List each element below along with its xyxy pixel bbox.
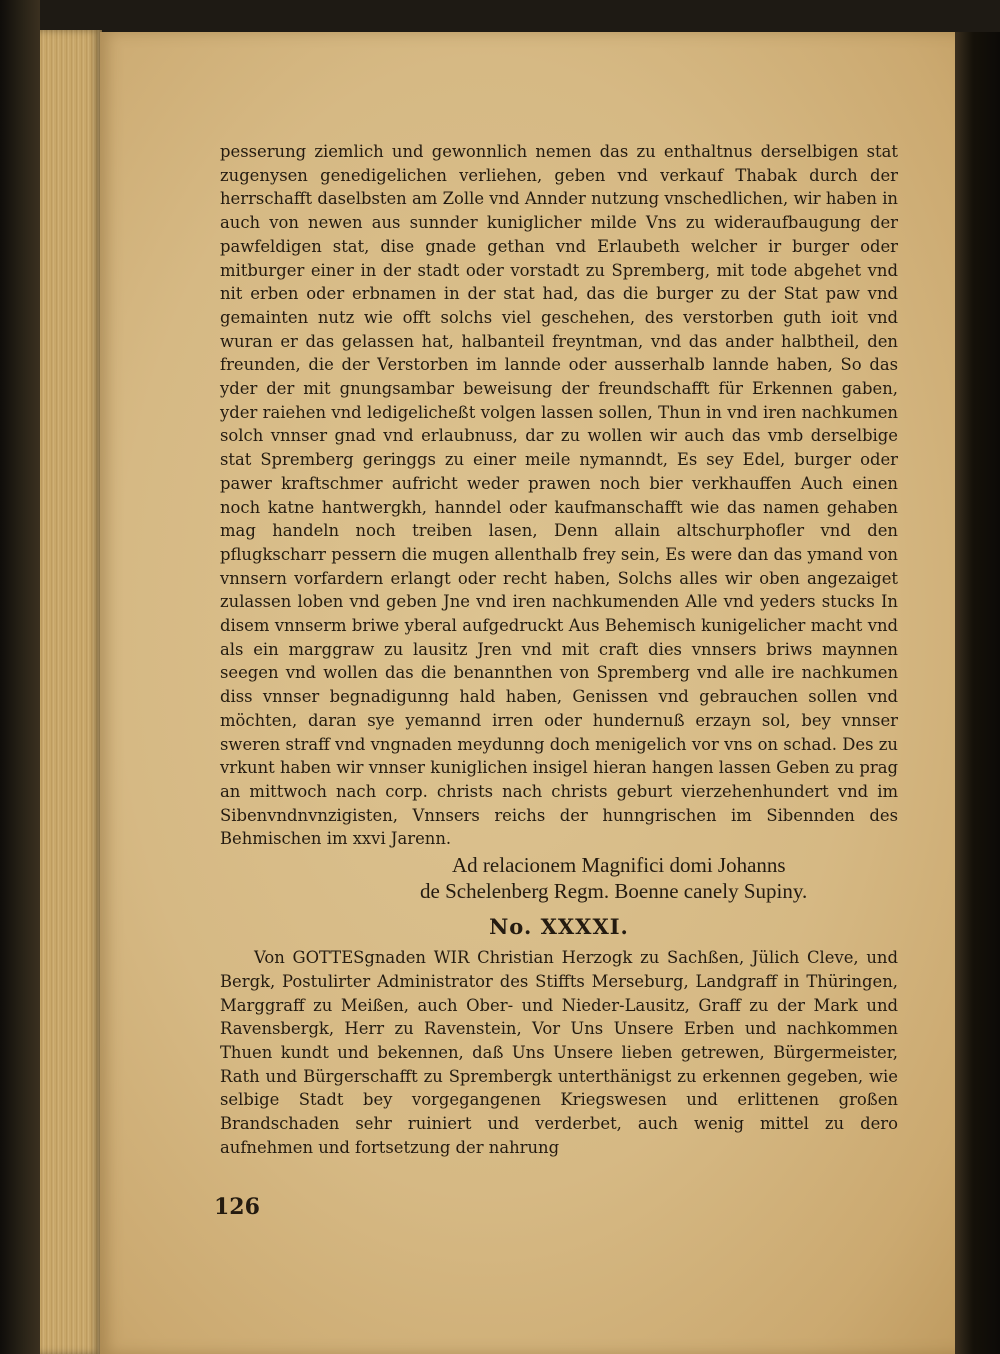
attestation-line-1: Ad relacionem Magnifici domi Johanns (452, 853, 786, 878)
attestation-note (220, 852, 898, 904)
document-number-heading: No. XXXXI. (489, 914, 629, 940)
attestation-line-2: de Schelenberg Regm. Boenne canely Supiny. (420, 879, 808, 904)
book-right-edge (955, 32, 1000, 1354)
page-stack-edges (40, 30, 102, 1354)
charter-paragraph-1: pesserung ziemlich und gewonnlich nemen das zu enthaltnus derselbigen stat zugenysen genedigelichen verliehen, geben vnd verkauf Thabak durch der herrschafft daselbsten am Zolle vnd Annder nutzung vnschedlichen, wir haben in auch von newen aus sunnder kuniglicher milde Vns zu wideraufbaugung der pawfeldigen stat, dise gnade gethan vnd Erlaubeth welcher ir burger oder mitburger einer in der stadt oder vorstadt zu Spremberg, mit tode abgehet vnd nit erben oder erbnamen in der stat had, das die burger zu der Stat paw vnd gemainten nutz wie offt solchs viel geschehen, des verstorben guth ioit vnd wuran er das gelassen hat, halbanteil freyntman, vnd das ander halbtheil, den freunden, die der Verstorben im lannde oder ausserhalb lannde haben, So das yder der mit gnungsambar beweisung der freundschafft für Erkennen gaben, yder raiehen vnd ledigelicheßt volgen lassen sollen, Thun in vnd iren nachkumen solch vnnser gnad vnd erlaubnuss, dar zu wollen wir auch das vmb derselbige stat Spremberg geringgs zu einer meile nymanndt, Es sey Edel, burger oder pawer kraftschmer aufricht weder prawen noch bier verkhauffen Auch einen noch katne hantwergkh, hanndel oder kaufmanschafft wie das namen gehaben mag handeln noch treiben lasen, Denn allain altschurphofler vnd den pflugkscharr pessern die mugen allenthalb frey sein, Es were dan das ymand von vnnsern vorfardern erlangt oder recht haben, Solchs alles wir oben angezaiget zulassen loben vnd geben Jne vnd iren nachkumenden Alle vnd yeders stucks In disem vnnserm briwe yberal aufgedruckt Aus Behemisch kunigelicher macht vnd als ein marggraw zu lausitz Jren vnd mit craft dies vnnsers briws maynnen seegen vnd wollen das die benannthen von Spremberg vnd alle ire nachkumen diss vnnser begnadigunng hald haben, Genissen vnd gebrauchen sollen vnd möchten, daran sye yemannd irren oder hundernuß erzayn sol, bey vnnser sweren straff vnd vngnaden meydunng doch menigelich vor vns on schad. Des zu vrkunt haben wir vnnser kuniglichen insigel hieran hangen lassen Geben zu prag an mittwoch nach corp. christs nach christs geburt vierzehenhundert vnd im Sibenvndnvnzigisten, Vnnsers reichs der hunngrischen im Sibennden des Behmischen im xxvi Jarenn. (220, 142, 898, 849)
book-binding-edge (0, 0, 40, 1354)
charter-paragraph-2: Von GOTTESgnaden WIR Christian Herzogk zu Sachßen, Jülich Cleve, und Bergk, Postulirter Administrator des Stiffts Merseburg, Landgraff in Thüringen, Marggraff zu Meißen, auch Ober- und Nieder-Lausitz, Graff zu der Mark und Ravensbergk, Herr zu Ravenstein, Vor Uns Unsere Erben und nachkommen Thuen kundt und bekennen, daß Uns Unsere lieben getrewen, Bürgermeister, Rath und Bürgerschafft zu Sprembergk unterthänigst zu erkennen gegeben, wie selbige Stadt bey vorgegangenen Kriegswesen und erlittenen großen Brandschaden sehr ruiniert und verderbet, auch wenig mittel zu dero aufnehmen und fortsetzung der nahrung (220, 948, 898, 1157)
page-text-block (220, 140, 898, 1159)
page-number: 126 (214, 1194, 260, 1220)
